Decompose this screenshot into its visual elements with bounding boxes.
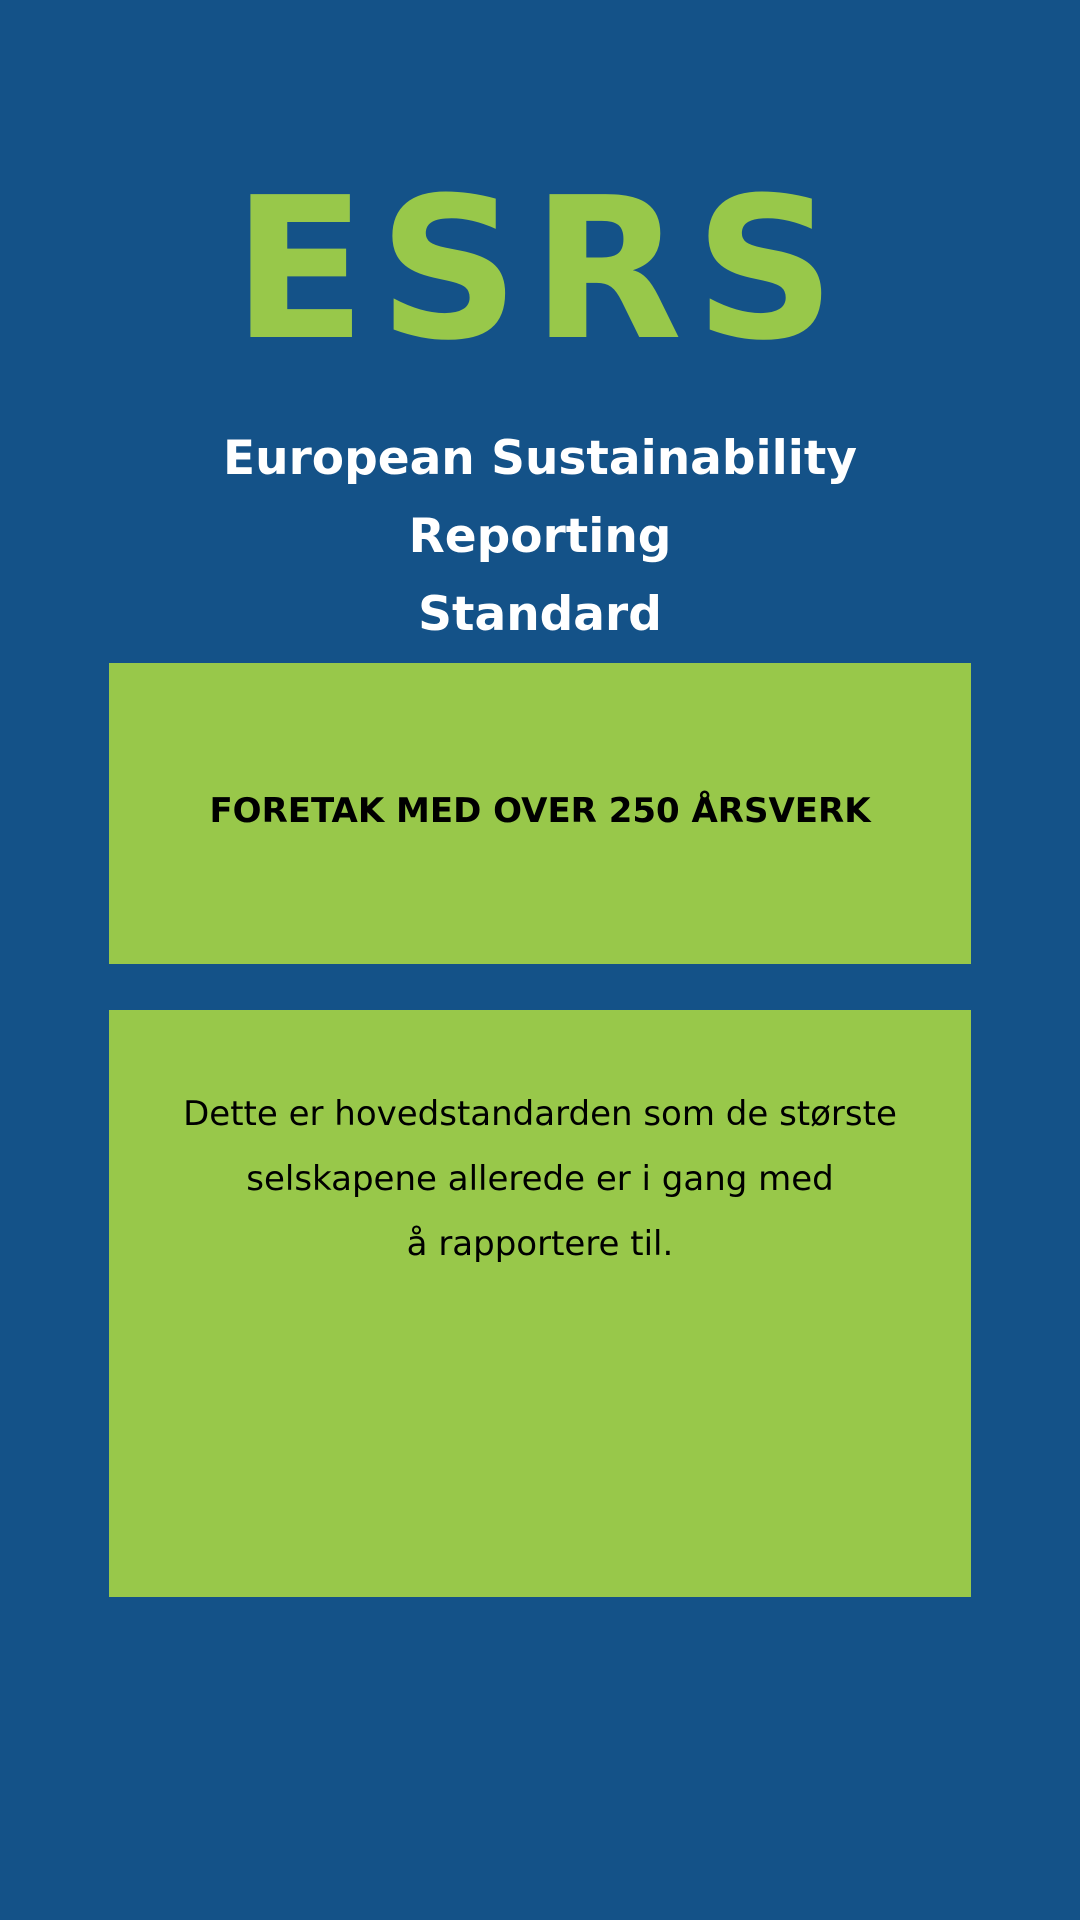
description-text [149,1082,931,1277]
description-line-2: selskapene allerede er i gang med [246,1159,834,1199]
standard-title [120,420,960,654]
description-line-3: å rapportere til. [406,1224,674,1264]
esrs-logo: ESRS [232,156,848,384]
standard-title-line-1: European Sustainability Reporting [223,431,857,564]
standard-title-line-2: Standard [418,587,662,642]
company-size-box [109,663,971,964]
company-size-heading: FORETAK MED OVER 250 ÅRSVERK [209,791,871,831]
description-line-1: Dette er hovedstandarden som de største [183,1094,897,1134]
description-box [109,1010,971,1597]
